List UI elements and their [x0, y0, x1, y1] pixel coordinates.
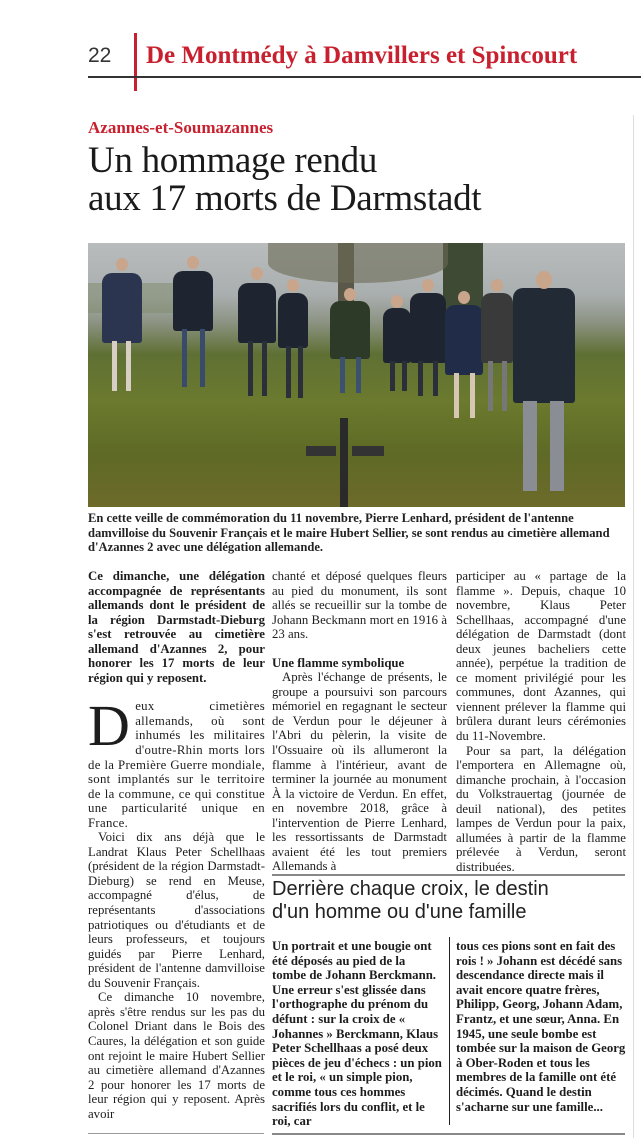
sidebar-box-column-1: [272, 939, 442, 1129]
bottom-rule: [272, 1133, 625, 1135]
header-rule: [88, 76, 641, 78]
article-kicker: Azannes-et-Soumazannes: [88, 118, 274, 137]
article-paragraph: chanté et déposé quelques fleurs au pied du monument, ils sont allés se recueillir sur la tombe de Johann Beckmann mort en 1916 à 23 ans.: [272, 569, 447, 642]
headline-line: Un hommage rendu: [88, 140, 378, 181]
article-subhead: Une flamme symbolique: [272, 655, 405, 670]
box-title-line: d'un homme ou d'une famille: [272, 901, 527, 923]
box-title-line: Derrière chaque croix, le destin: [272, 878, 549, 900]
paragraph-text: eux cimetières allemands, où sont inhumés les militaires d'outre-Rhin morts lors de la Première Guerre mondiale, sont implantés sur le territoire de la commune, ce qui constitue une particularité unique en France.: [88, 699, 265, 830]
article-lede: Ce dimanche, une délégation accompagnée de représentants allemands dont le président de la région Darmstadt-Dieburg s'est retrouvée au cimetière allemand d'Azannes 2, pour honorer les 17 morts de leur région qui y reposent.: [88, 569, 265, 685]
section-divider: [134, 33, 137, 91]
article-paragraph: Pour sa part, la délégation l'emportera en Allemagne où, dimanche prochain, à l'occasion du Volkstrauertag (journée de deuil national), des petites lampes de Verdun pour la paix, allumées à partir de la flamme prélevée à Verdun, seront distribuées.: [456, 743, 626, 874]
photo-caption: En cette veille de commémoration du 11 novembre, Pierre Lenhard, président de l'antenne damvilloise du Souvenir Français et le maire Hubert Sellier, se sont rendus au cimetière allemand d'Azannes 2 avec une délégation allemande.: [88, 511, 610, 554]
article-paragraph: Voici dix ans déjà que le Landrat Klaus Peter Schellhaas (président de la région Darmstadt-Dieburg) se rend en Meuse, accompagné d'élus, de représentants d'associations patriotiques ou d'étudiants et de leurs professeurs, et toujours guidés par Pierre Lenhard, président de l'antenne damvilloise du Souvenir Français.: [88, 830, 265, 990]
article-column-2: [272, 569, 447, 874]
box-rule: [272, 874, 625, 876]
headline-line: aux 17 morts de Darmstadt: [88, 178, 482, 219]
article-photo: [88, 243, 625, 507]
article-column-1: [88, 569, 265, 1121]
page-number: 22: [88, 44, 112, 67]
bottom-rule: [88, 1133, 264, 1134]
drop-cap: D: [88, 693, 131, 759]
article-headline: [88, 142, 618, 218]
cross: [340, 418, 348, 507]
article-paragraph: Après l'échange de présents, le groupe a poursuivi son parcours mémoriel en regagnant le secteur de Verdun pour le déjeuner à l'Abri du pèlerin, la visite de l'Ossuaire où ils allumeront la flamme à l'intérieur, avant de terminer la journée au monument À la victoire de Verdun. En effet, en novembre 2018, grâce à l'intervention de Pierre Lenhard, les ressortissants de Darmstadt avaient été les tout premiers Allemands à: [272, 670, 447, 874]
box-paragraph: Un portrait et une bougie ont été déposés au pied de la tombe de Johann Berckmann. Une erreur s'est glissée dans l'orthographe du prénom du défunt : sur la croix de « Johannes » Berckmann, Klaus Peter Schellhaas a posé deux pièces de jeu d'échecs : un pion et le roi, « un simple pion, comme tous ces hommes sacrifiés lors du conflit, et le roi, car: [272, 939, 442, 1129]
section-title: De Montmédy à Damvillers et Spincourt: [146, 42, 578, 69]
box-column-divider: [449, 937, 450, 1125]
article-paragraph: participer au « partage de la flamme ». Depuis, chaque 10 novembre, Klaus Peter Schellhaas, accompagné d'une délégation de Darmstadt (dont deux jeunes bacheliers cette année), perpétue la tradition de ce moment privilégié pour les communes, dont Azannes, qui viennent prélever la flamme qui brûlera durant leurs cérémonies du 11-Novembre.: [456, 569, 626, 744]
article-column-3: [456, 569, 626, 874]
sidebar-box-column-2: [456, 939, 626, 1114]
box-paragraph: tous ces pions sont en fait des rois ! » Johann est décédé sans descendance directe mais il avait encore quatre frères, Philipp, Georg, Johann Adam, Frantz, et une sœur, Anna. En 1945, une seule bombe est tombée sur la maison de Georg à Ober-Roden et tous les membres de la famille ont été décimés. Quand le destin s'acharne sur une famille...: [456, 939, 626, 1114]
column-rule: [633, 115, 634, 1138]
article-paragraph: [88, 693, 265, 830]
sidebar-box-title: [272, 878, 627, 924]
article-paragraph: Ce dimanche 10 novembre, après s'être rendus sur les pas du Colonel Driant dans le Bois des Caures, la délégation et son guide ont rejoint le maire Hubert Sellier au cimetière allemand d'Azannes 2 pour honorer les 17 morts de leur région qui y reposent. Après avoir: [88, 990, 265, 1121]
